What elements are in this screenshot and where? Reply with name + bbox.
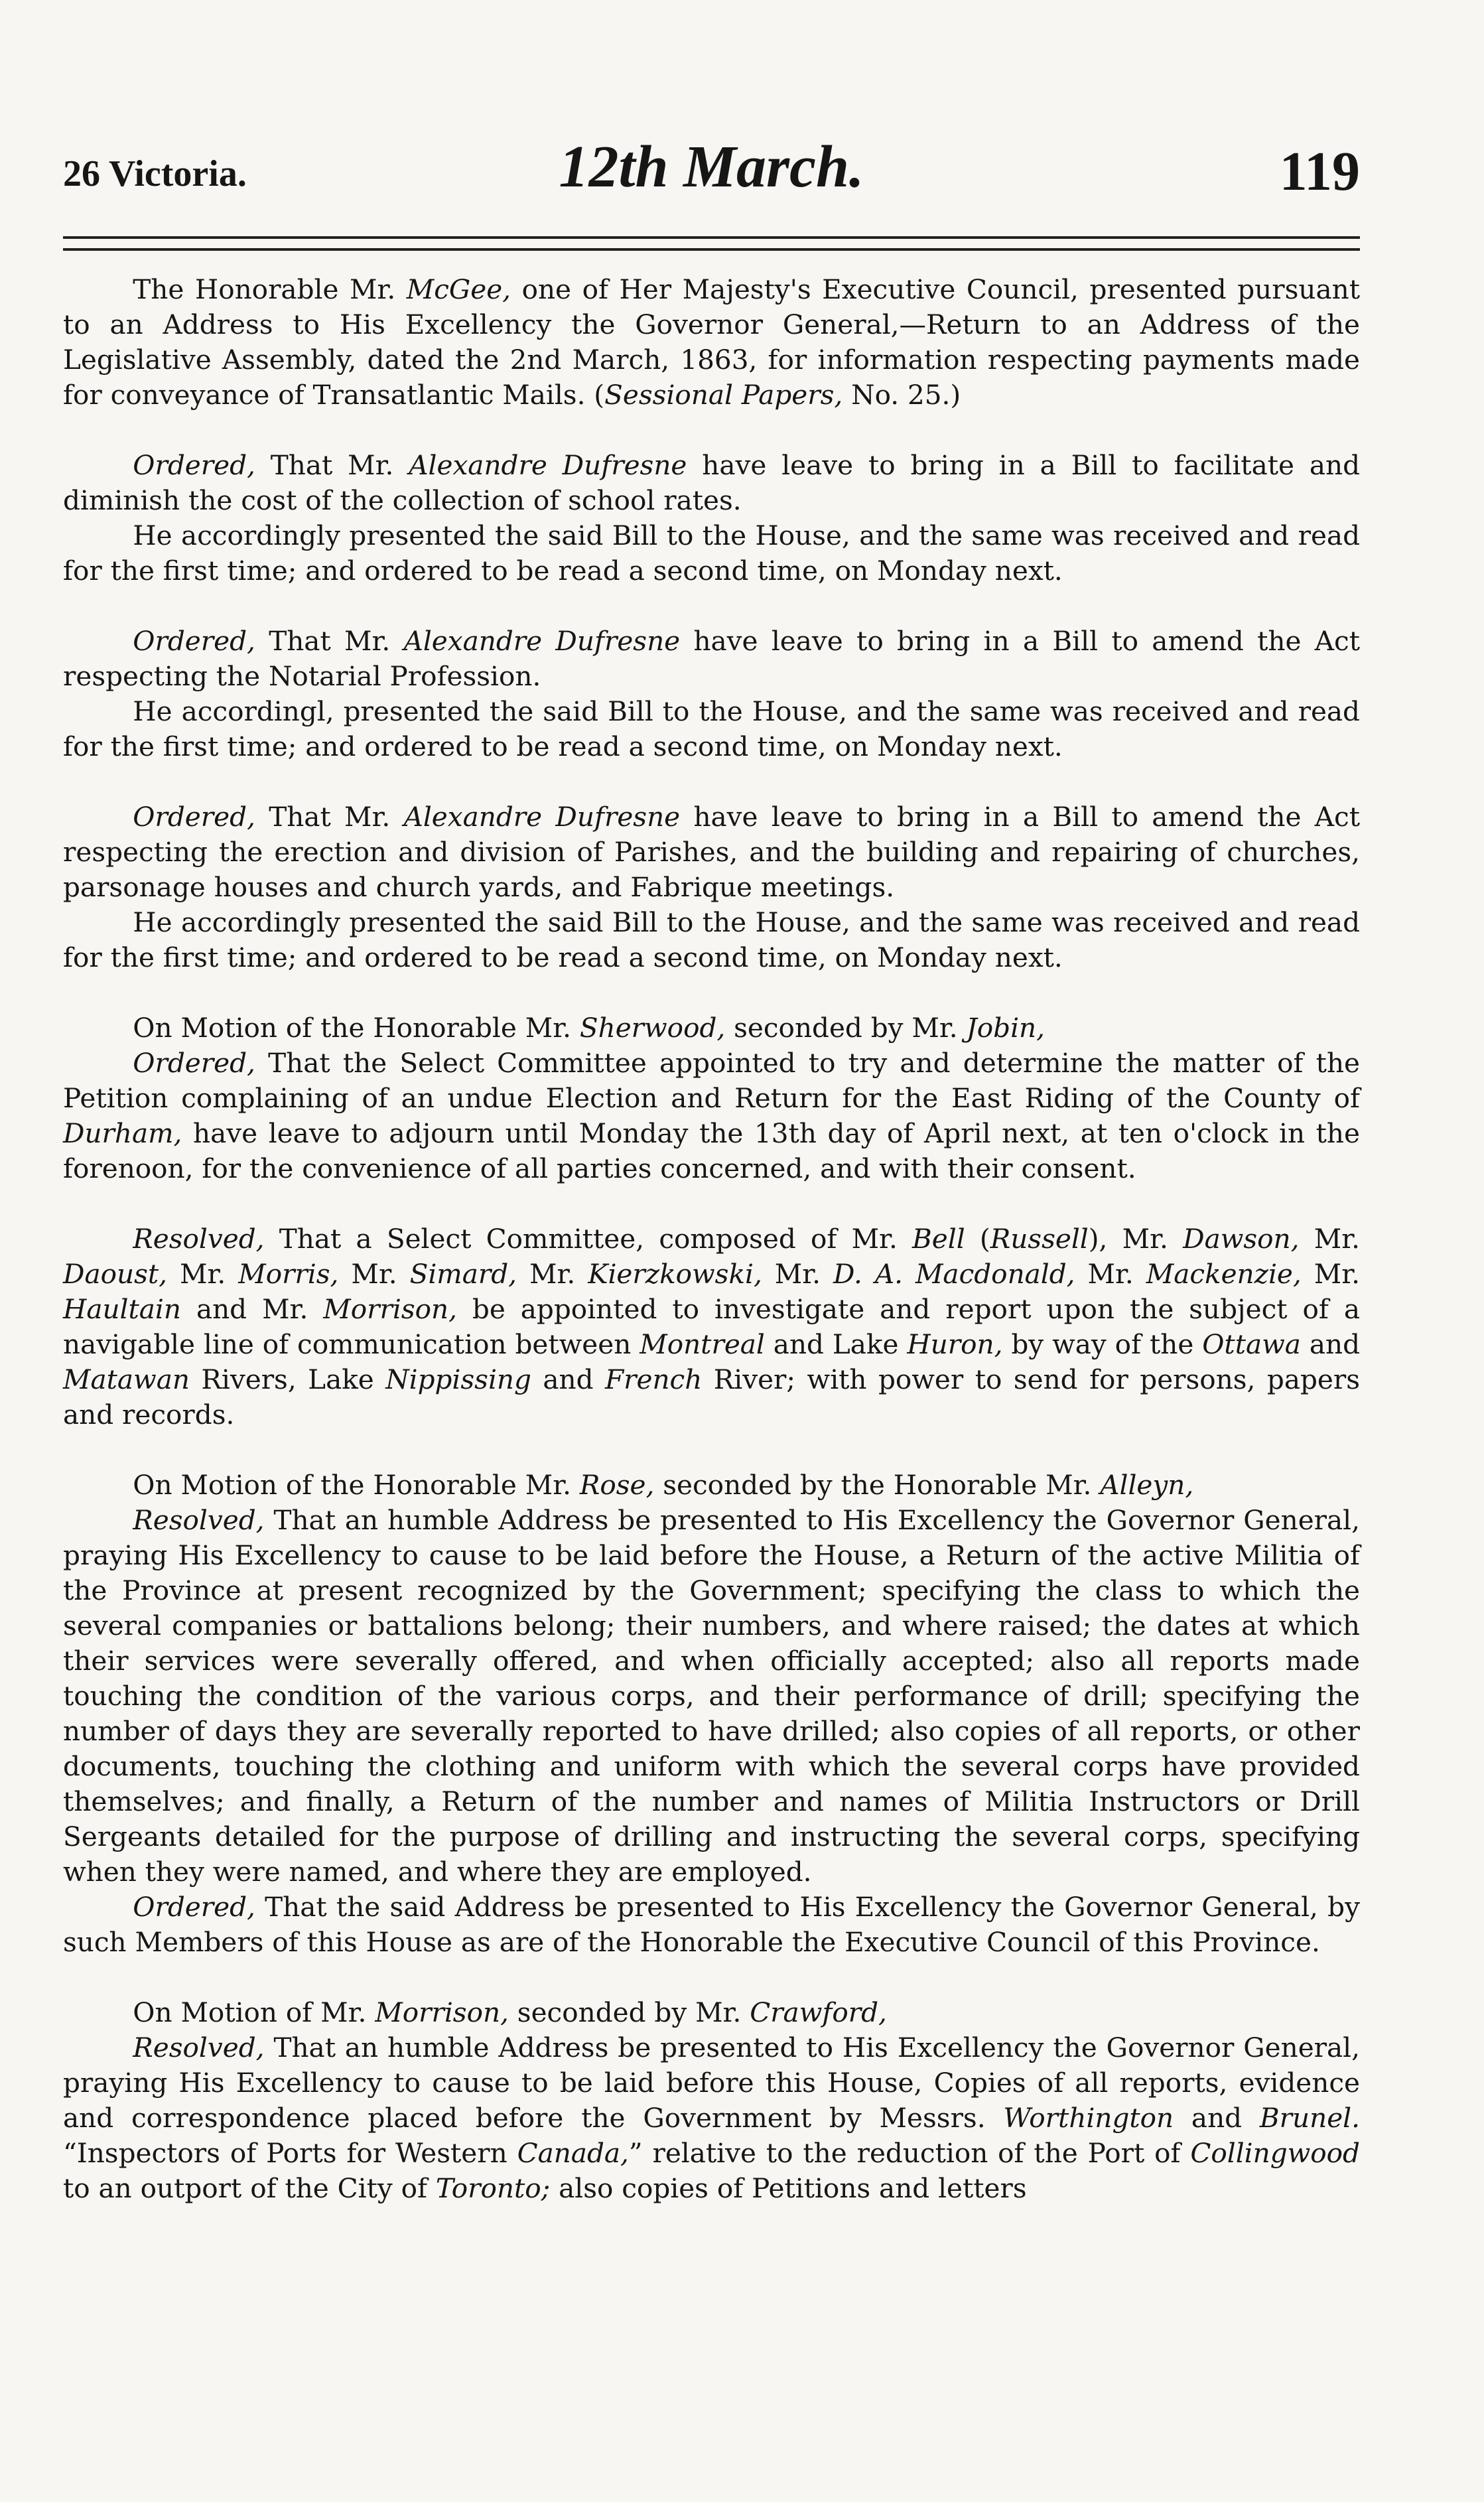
text-run: Mr. (167, 1258, 239, 1290)
text-run: have leave to adjourn until Monday the 13th day of April next, at ten o'clock in the forenoon, for the convenience of all parties concerned, and with their consent. (63, 1117, 1360, 1184)
italic-run: Ordered, (133, 625, 255, 657)
text-run: one of Her Majesty's Executive Council, presented pursuant to an Address to His Excellency the Governor General,—Return to an Address of the Legislative Assembly, dated the 2nd March, 1863, for information respecting payments made for conveyance of Transatlantic Mails. ( (63, 273, 1360, 411)
italic-run: Sherwood, (579, 1012, 726, 1044)
text-run: and Mr. (180, 1293, 324, 1325)
paragraph (63, 1995, 1360, 2030)
text-run: That the said Address be presented to His Excellency the Governor General, by such Members of this House as are of the Honorable the Executive Council of this Province. (63, 1891, 1360, 1958)
italic-run: Ordered, (133, 449, 255, 481)
italic-run: McGee, (406, 273, 511, 305)
text-run: also copies of Petitions and letters (550, 2172, 1027, 2204)
paragraph (63, 624, 1360, 694)
text-run: He accordingly presented the said Bill to the House, and the same was received and read for the first time; and ordered to be read a second time, on Monday next. (63, 906, 1360, 973)
italic-run: Crawford, (750, 1996, 887, 2028)
italic-run: Simard, (409, 1258, 517, 1290)
italic-run: Morris, (238, 1258, 339, 1290)
italic-run: Resolved, (133, 2032, 265, 2063)
journal-entries (63, 272, 1360, 2206)
page-date: 12th March. (559, 134, 864, 200)
paragraph (63, 1890, 1360, 1960)
entry-block (63, 272, 1360, 413)
italic-run: Canada, (517, 2137, 629, 2169)
text-run: Mr. (762, 1258, 834, 1290)
italic-run: Daoust, (63, 1258, 168, 1290)
text-run: ( (965, 1223, 990, 1255)
text-run: have leave to bring in a Bill to amend the Act respecting the Notarial Profession. (63, 625, 1360, 692)
regnal-year: 26 Victoria. (63, 153, 247, 194)
text-run: That Mr. (255, 625, 404, 657)
italic-run: Huron, (907, 1328, 1003, 1360)
text-run: That Mr. (255, 449, 409, 481)
italic-run: Toronto; (435, 2172, 551, 2204)
italic-run: Alleyn, (1100, 1469, 1194, 1501)
paragraph (63, 1468, 1360, 1503)
paragraph (63, 1221, 1360, 1432)
paragraph (63, 694, 1360, 764)
entry-block (63, 1468, 1360, 1960)
paragraph (63, 272, 1360, 413)
italic-run: Morrison, (375, 1996, 509, 2028)
italic-run: Ordered, (133, 801, 255, 833)
text-run: That a Select Committee, composed of Mr. (264, 1223, 913, 1255)
text-run: On Motion of the Honorable Mr. (133, 1012, 580, 1044)
text-run: River; with power to send for persons, papers and records. (63, 1363, 1361, 1430)
paragraph (63, 1046, 1360, 1186)
italic-run: Resolved, (133, 1223, 265, 1255)
text-run: Mr. (517, 1258, 588, 1290)
paragraph (63, 905, 1360, 975)
italic-run: Ottawa (1202, 1328, 1301, 1360)
page-header (63, 126, 1360, 212)
text-run: Mr. (338, 1258, 410, 1290)
italic-run: Russell (990, 1223, 1089, 1255)
italic-run: Jobin, (966, 1012, 1045, 1044)
italic-run: Montreal (640, 1328, 765, 1360)
text-run: That the Select Committee appointed to try and determine the matter of the Petition complaining of an undue Election and Return for the East Riding of the County of (63, 1047, 1360, 1114)
italic-run: Matawan (63, 1363, 190, 1395)
italic-run: Durham, (63, 1117, 182, 1149)
entry-block (63, 448, 1360, 589)
italic-run: Ordered, (133, 1047, 255, 1079)
paragraph (63, 799, 1360, 905)
entry-block (63, 1995, 1360, 2206)
italic-run: D. A. Macdonald, (833, 1258, 1075, 1290)
header-rule (63, 236, 1360, 251)
text-run: seconded by Mr. (725, 1012, 967, 1044)
italic-run: Brunel. (1259, 2102, 1361, 2134)
italic-run: Dawson, (1183, 1223, 1300, 1255)
italic-run: Rose, (579, 1469, 655, 1501)
text-run: have leave to bring in a Bill to amend the Act respecting the erection and division of Parishes, and the building and repairing of churches, parsonage houses and church yards, and Fabrique meetings. (63, 801, 1360, 903)
text-run: to an outport of the City of (63, 2172, 436, 2204)
italic-run: French (605, 1363, 703, 1395)
italic-run: Morrison, (323, 1293, 457, 1325)
text-run: and (531, 1363, 606, 1395)
text-run: Mr. (1301, 1258, 1360, 1290)
italic-run: Sessional Papers, (604, 379, 843, 411)
text-run: Mr. (1299, 1223, 1360, 1255)
text-run: “Inspectors of Ports for Western (63, 2137, 517, 2169)
paragraph (63, 2030, 1360, 2206)
text-run: Mr. (1075, 1258, 1146, 1290)
text-run: That Mr. (255, 801, 404, 833)
text-run: ” relative to the reduction of the Port of (628, 2137, 1191, 2169)
italic-run: Collingwood (1190, 2137, 1360, 2169)
paragraph (63, 518, 1360, 589)
italic-run: Worthington (1003, 2102, 1174, 2134)
italic-run: Alexandre Dufresne (403, 801, 681, 833)
text-run: Rivers, Lake (189, 1363, 386, 1395)
entry-block (63, 1010, 1360, 1186)
entry-block (63, 799, 1360, 975)
text-run: and (1300, 1328, 1361, 1360)
paragraph (63, 1503, 1360, 1890)
italic-run: Haultain (63, 1293, 181, 1325)
text-run: be appointed to investigate and report upon the subject of a navigable line of communication between (63, 1293, 1361, 1360)
page (63, 126, 1360, 2206)
paragraph (63, 1010, 1360, 1046)
text-run: On Motion of Mr. (133, 1996, 375, 2028)
italic-run: Nippissing (385, 1363, 531, 1395)
italic-run: Mackenzie, (1146, 1258, 1302, 1290)
paragraph (63, 448, 1360, 518)
entry-block (63, 624, 1360, 764)
text-run: by way of the (1002, 1328, 1203, 1360)
text-run: On Motion of the Honorable Mr. (133, 1469, 580, 1501)
text-run: No. 25.) (843, 379, 961, 411)
text-run: have leave to bring in a Bill to facilitate and diminish the cost of the collection of school rates. (63, 449, 1360, 516)
text-run: seconded by the Honorable Mr. (654, 1469, 1101, 1501)
text-run: and Lake (764, 1328, 908, 1360)
text-run: He accordingl, presented the said Bill to the House, and the same was received and read for the first time; and ordered to be read a second time, on Monday next. (63, 695, 1360, 762)
italic-run: Resolved, (133, 1504, 265, 1536)
text-run: He accordingly presented the said Bill to the House, and the same was received and read for the first time; and ordered to be read a second time, on Monday next. (63, 520, 1360, 587)
italic-run: Bell (912, 1223, 965, 1255)
italic-run: Ordered, (133, 1891, 255, 1923)
italic-run: Kierzkowski, (588, 1258, 762, 1290)
entry-block (63, 1221, 1360, 1432)
italic-run: Alexandre Dufresne (403, 625, 681, 657)
text-run: ), Mr. (1088, 1223, 1183, 1255)
text-run: seconded by Mr. (508, 1996, 750, 2028)
text-run: and (1174, 2102, 1260, 2134)
text-run: That an humble Address be presented to His Excellency the Governor General, praying His Excellency to cause to be laid before this House, Copies of all reports, evidence and correspondence placed before the Government by Messrs. (63, 2032, 1360, 2134)
italic-run: Alexandre Dufresne (409, 449, 687, 481)
page-number: 119 (1279, 141, 1360, 202)
text-run: The Honorable Mr. (133, 273, 407, 305)
text-run: That an humble Address be presented to His Excellency the Governor General, praying His Excellency to cause to be laid before the House, a Return of the active Militia of the Province at present recognized by the Government; specifying the class to which the several companies or battalions belong; their numbers, and where raised; the dates at which their services were severally offered, and when officially accepted; also all reports made touching the condition of the various corps, and their performance of drill; specifying the number of days they are severally reported to have drilled; also copies of all reports, or other documents, touching the clothing and uniform with which the several corps have provided themselves; and finally, a Return of the number and names of Militia Instructors or Drill Sergeants detailed for the purpose of drilling and instructing the several corps, specifying when they were named, and where they are employed. (63, 1504, 1360, 1888)
